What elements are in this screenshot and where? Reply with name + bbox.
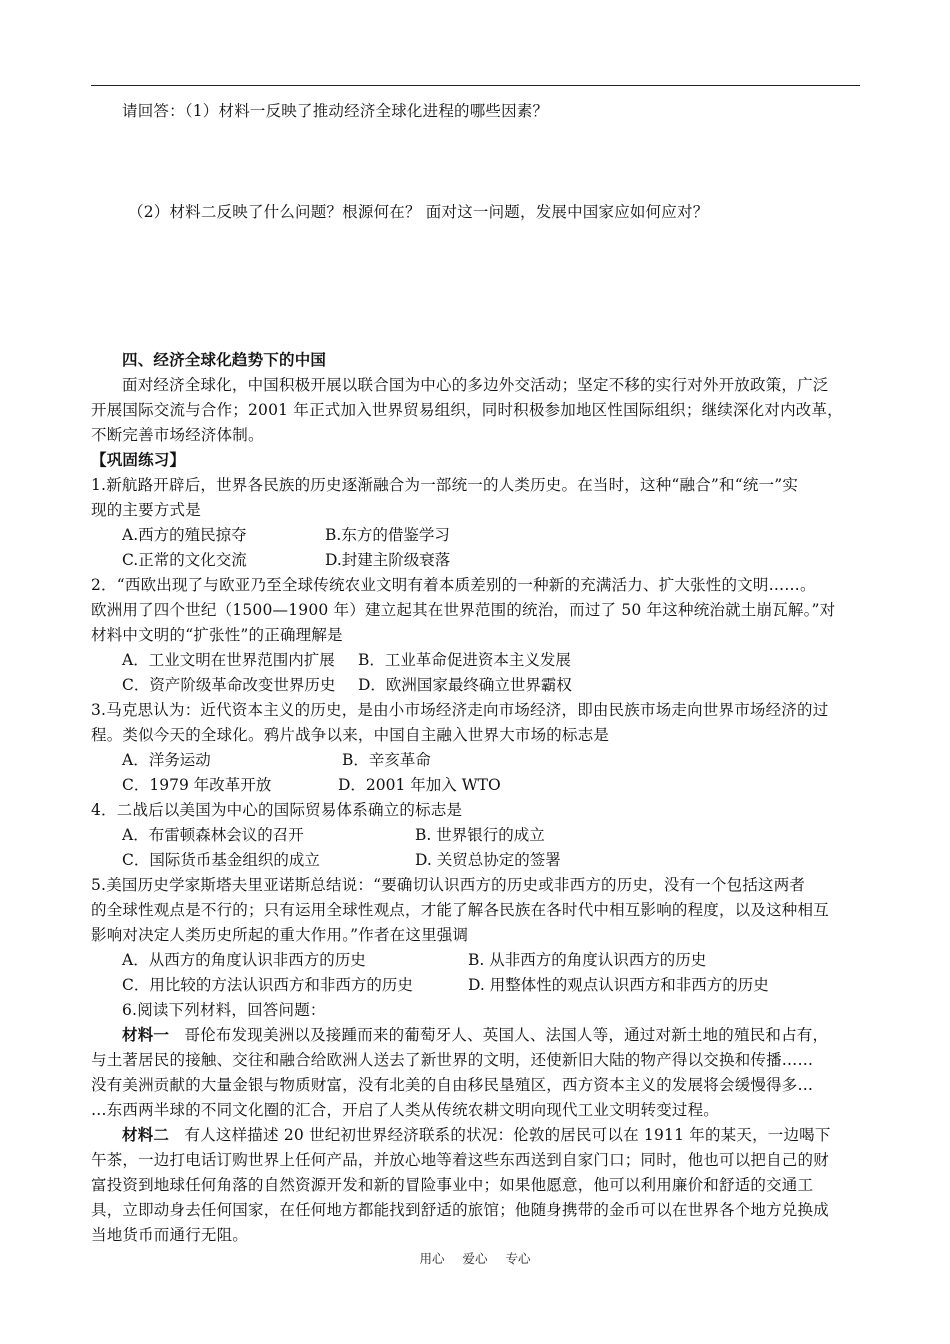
section-para-line: 不断完善市场经济体制。 <box>91 426 264 444</box>
footer-word: 用心 <box>419 1251 445 1266</box>
material-2-line: 当地货币而通行无阻。 <box>91 1226 249 1244</box>
q4-option-d: D. 关贸总协定的签署 <box>415 851 561 869</box>
footer-word: 爱心 <box>462 1251 488 1266</box>
q4-option-a: A．布雷顿森林会议的召开 <box>122 826 304 844</box>
material-1-text: 哥伦布发现美洲以及接踵而来的葡萄牙人、英国人、法国人等，通过对新土地的殖民和占有， <box>184 1026 829 1044</box>
material-1-line: 没有美洲贡献的大量金银与物质财富，没有北美的自由移民垦殖区，西方资本主义的发展将会缓慢得多… <box>91 1076 814 1094</box>
material-2-line: 富投资到地球任何角落的自然资源开发和新的冒险事业中；如果他愿意，他可以利用廉价和舒适的交通工 <box>91 1176 814 1194</box>
material-1-label: 材料一 <box>122 1025 170 1044</box>
q2-stem-line: 2．“西欧出现了与欧亚乃至全球传统农业文明有着本质差别的一种新的充满活力、扩大张性的文明……。 <box>91 576 816 594</box>
material-1-line <box>122 1025 828 1045</box>
q5-option-c: C．用比较的方法认识西方和非西方的历史 <box>122 976 413 994</box>
q5-option-b: B. 从非西方的角度认识西方的历史 <box>468 951 707 969</box>
footer-word: 专心 <box>505 1251 531 1266</box>
q6-stem: 6.阅读下列材料，回答问题： <box>122 1001 326 1019</box>
q2-stem-line: 欧洲用了四个世纪（1500—1900 年）建立起其在世界范围的统治，而过了 50 年这种统治就土崩瓦解。”对 <box>91 601 836 619</box>
material-2-line: 午茶，一边打电话订购世界上任何产品，并放心地等着这些东西送到自家门口；同时，他也可以把自己的财 <box>91 1151 829 1169</box>
material-2-line <box>122 1125 831 1145</box>
q1-option-a: A.西方的殖民掠夺 <box>122 526 247 544</box>
q4-stem-line: 4．二战后以美国为中心的国际贸易体系确立的标志是 <box>91 801 463 819</box>
material-2-text: 有人这样描述 20 世纪初世界经济联系的状况：伦敦的居民可以在 1911 年的某天，一边喝下 <box>184 1126 831 1144</box>
q2-option-b: B．工业革命促进资本主义发展 <box>358 651 571 669</box>
q3-option-a: A．洋务运动 <box>122 751 211 769</box>
q5-option-d: D. 用整体性的观点认识西方和非西方的历史 <box>468 976 769 994</box>
material-2-label: 材料二 <box>122 1125 170 1144</box>
q5-stem-line: 5.美国历史学家斯塔夫里亚诺斯总结说：“要确切认识西方的历史或非西方的历史，没有一个包括这两者 <box>91 876 806 894</box>
section-heading: 四、经济全球化趋势下的中国 <box>122 350 327 369</box>
q4-option-c: C．国际货币基金组织的成立 <box>122 851 320 869</box>
q3-option-b: B．辛亥革命 <box>342 751 431 769</box>
material-1-line: 与土著居民的接触、交往和融合给欧洲人送去了新世界的文明，还使新旧大陆的物产得以交换和传播…… <box>91 1051 814 1069</box>
q2-stem-line: 材料中文明的“扩张性”的正确理解是 <box>91 626 343 644</box>
question-2: （2）材料二反映了什么问题？根源何在？ 面对这一问题，发展中国家应如何应对？ <box>128 203 709 221</box>
section-para-line: 面对经济全球化，中国积极开展以联合国为中心的多边外交活动；坚定不移的实行对外开放政策，广泛 <box>122 376 829 394</box>
q5-stem-line: 的全球性观点是不行的；只有运用全球性观点，才能了解各民族在各时代中相互影响的程度，以及这种相互 <box>91 901 829 919</box>
header-rule <box>91 85 860 86</box>
page-footer <box>0 1249 950 1267</box>
q2-option-d: D．欧洲国家最终确立世界霸权 <box>358 676 572 694</box>
q1-option-b: B.东方的借鉴学习 <box>325 526 450 544</box>
q3-stem-line: 3.马克思认为：近代资本主义的历史，是由小市场经济走向市场经济，即由民族市场走向世界市场经济的过 <box>91 701 829 719</box>
q3-option-d: D．2001 年加入 WTO <box>338 776 501 794</box>
material-2-line: 具，立即动身去任何国家，在任何地方都能找到舒适的旅馆；他随身携带的金币可以在世界各个地方兑换成 <box>91 1201 829 1219</box>
q1-stem-line: 1.新航路开辟后，世界各民族的历史逐渐融合为一部统一的人类历史。在当时，这种“融合”和“统一”实 <box>91 476 799 494</box>
q1-option-d: D.封建主阶级衰落 <box>325 551 451 569</box>
q5-stem-line: 影响对决定人类历史所起的重大作用。”作者在这里强调 <box>91 926 469 944</box>
q1-stem-line: 现的主要方式是 <box>91 501 201 519</box>
q4-option-b: B. 世界银行的成立 <box>415 826 545 844</box>
q3-stem-line: 程。类似今天的全球化。鸦片战争以来，中国自主融入世界大市场的标志是 <box>91 726 610 744</box>
question-1: 请回答：（1）材料一反映了推动经济全球化进程的哪些因素？ <box>122 102 549 120</box>
practice-heading: 【巩固练习】 <box>91 450 186 469</box>
q2-option-c: C．资产阶级革命改变世界历史 <box>122 676 336 694</box>
q3-option-c: C．1979 年改革开放 <box>122 776 272 794</box>
q5-option-a: A．从西方的角度认识非西方的历史 <box>122 951 366 969</box>
material-1-line: …东西两半球的不同文化圈的汇合，开启了人类从传统农耕文明向现代工业文明转变过程。 <box>91 1101 720 1119</box>
q1-option-c: C.正常的文化交流 <box>122 551 247 569</box>
q2-option-a: A．工业文明在世界范围内扩展 <box>122 651 335 669</box>
section-para-line: 开展国际交流与合作；2001 年正式加入世界贸易组织，同时积极参加地区性国际组织；继续深化对内改革， <box>91 401 843 419</box>
